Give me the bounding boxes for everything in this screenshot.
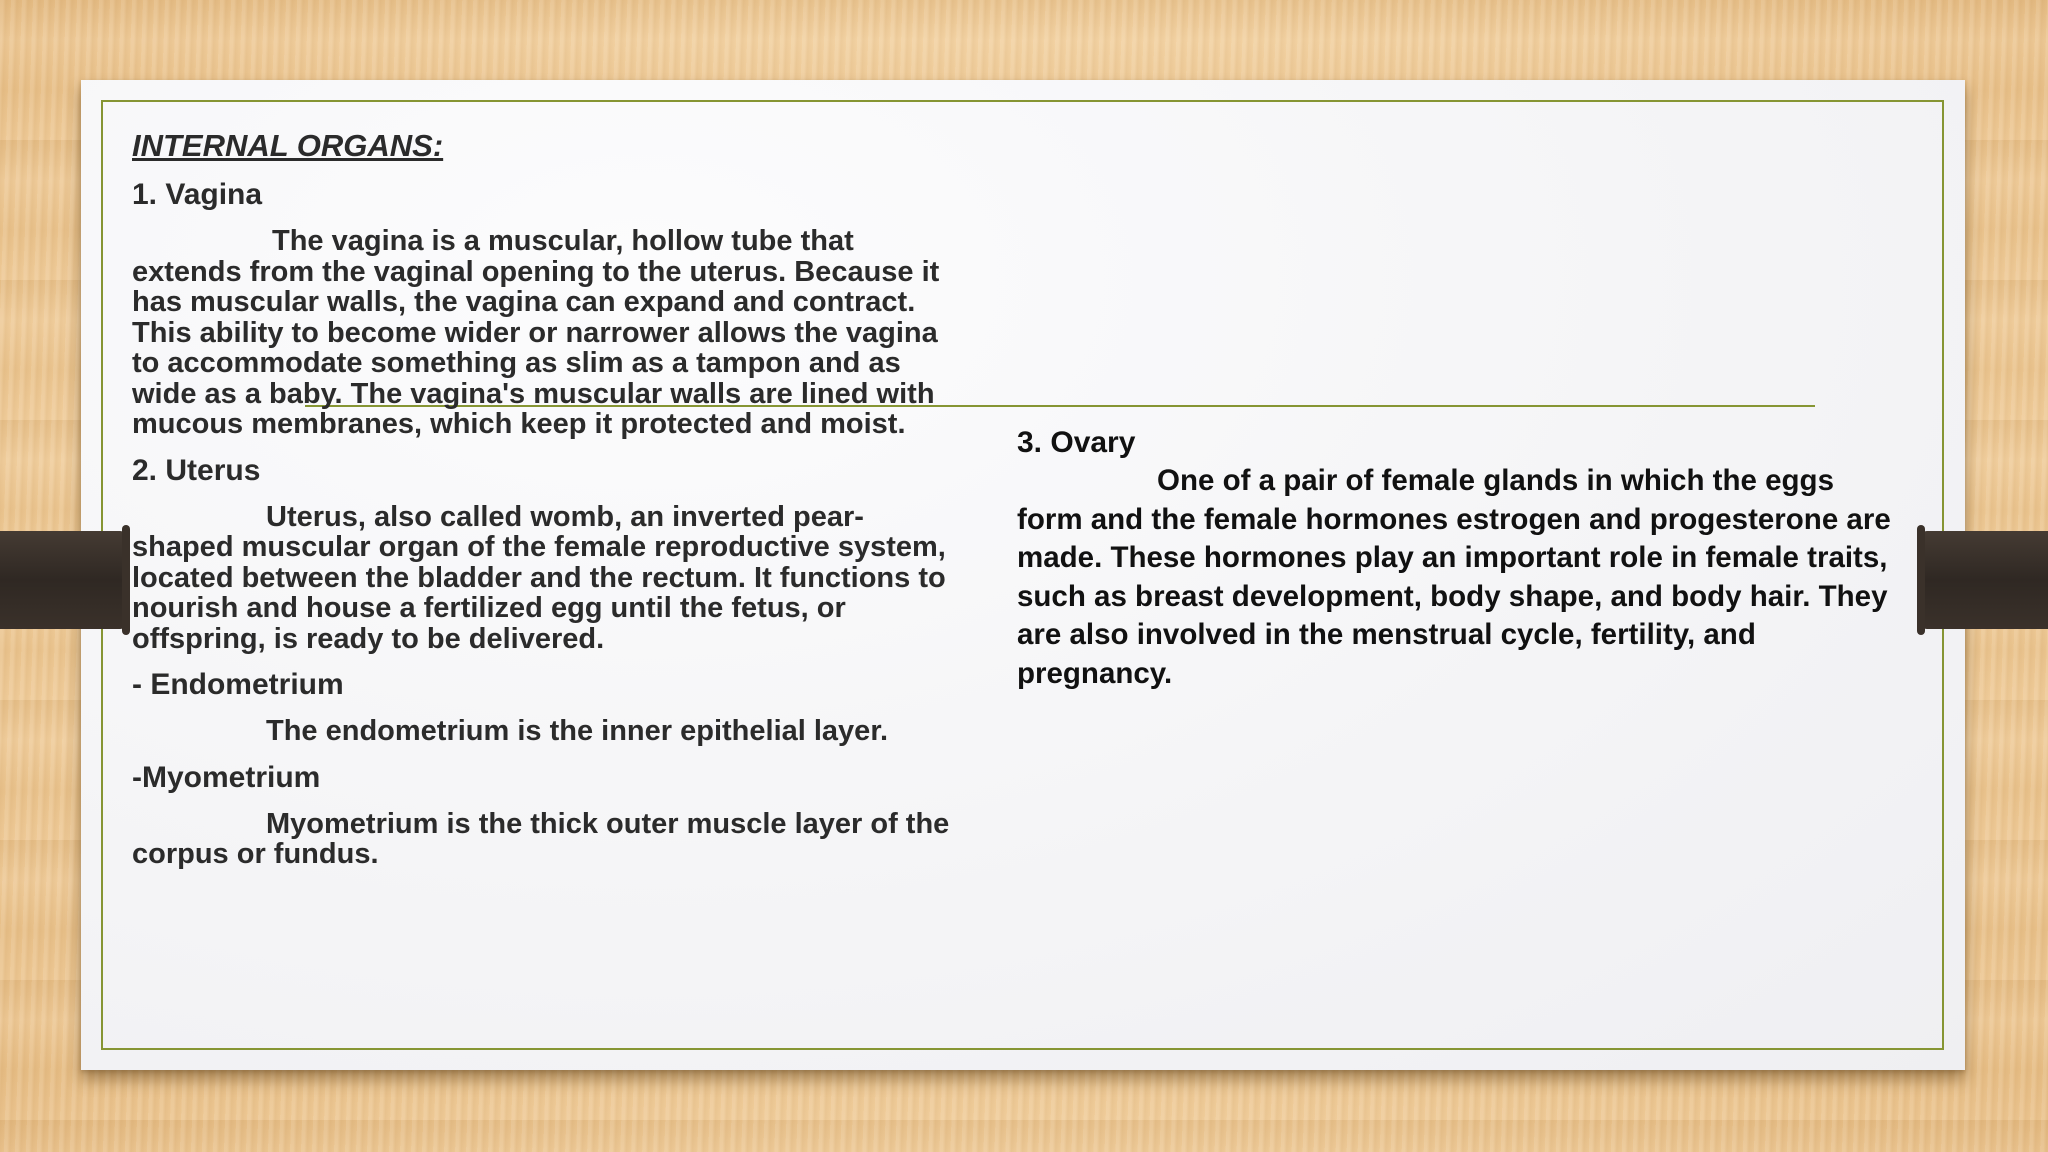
section-title-endometrium: - Endometrium [132, 668, 344, 701]
slide-heading: INTERNAL ORGANS: [132, 128, 444, 163]
section-text-ovary: One of a pair of female glands in which the eggs form and the female hormones estrogen and progesterone are made. These hormones play an important role in female traits, such as breast development, body shape, and body hair. They are also involved in the menstrual cycle, fertility, and pregnancy. [1017, 464, 1891, 690]
left-text-column [132, 126, 952, 882]
right-text-column [1017, 424, 1897, 694]
section-text-uterus: Uterus, also called womb, an inverted pear-shaped muscular organ of the female reproductive system, located between the bladder and the rectum. It functions to nourish and house a fertilized egg until the fetus, or offspring, is ready to be delivered. [132, 500, 946, 655]
section-title-uterus: 2. Uterus [132, 453, 261, 487]
section-text-myometrium: Myometrium is the thick outer muscle layer of the corpus or fundus. [132, 807, 950, 870]
section-title-ovary: 3. Ovary [1017, 426, 1136, 459]
section-text-endometrium: The endometrium is the inner epithelial layer. [266, 715, 889, 747]
section-title-vagina: 1. Vagina [132, 178, 263, 211]
right-binder-strap [1921, 531, 2048, 629]
section-text-vagina: The vagina is a muscular, hollow tube that extends from the vaginal opening to the uterus. Because it has muscular walls, the vagina can expand and contract. This ability to become wider or narrower allows the vagina to accommodate something as slim as a tampon and as wide as a baby. The vagina's muscular walls are lined with mucous membranes, which keep it protected and moist. [132, 225, 940, 440]
left-binder-strap [0, 531, 126, 629]
section-title-myometrium: -Myometrium [132, 760, 321, 794]
